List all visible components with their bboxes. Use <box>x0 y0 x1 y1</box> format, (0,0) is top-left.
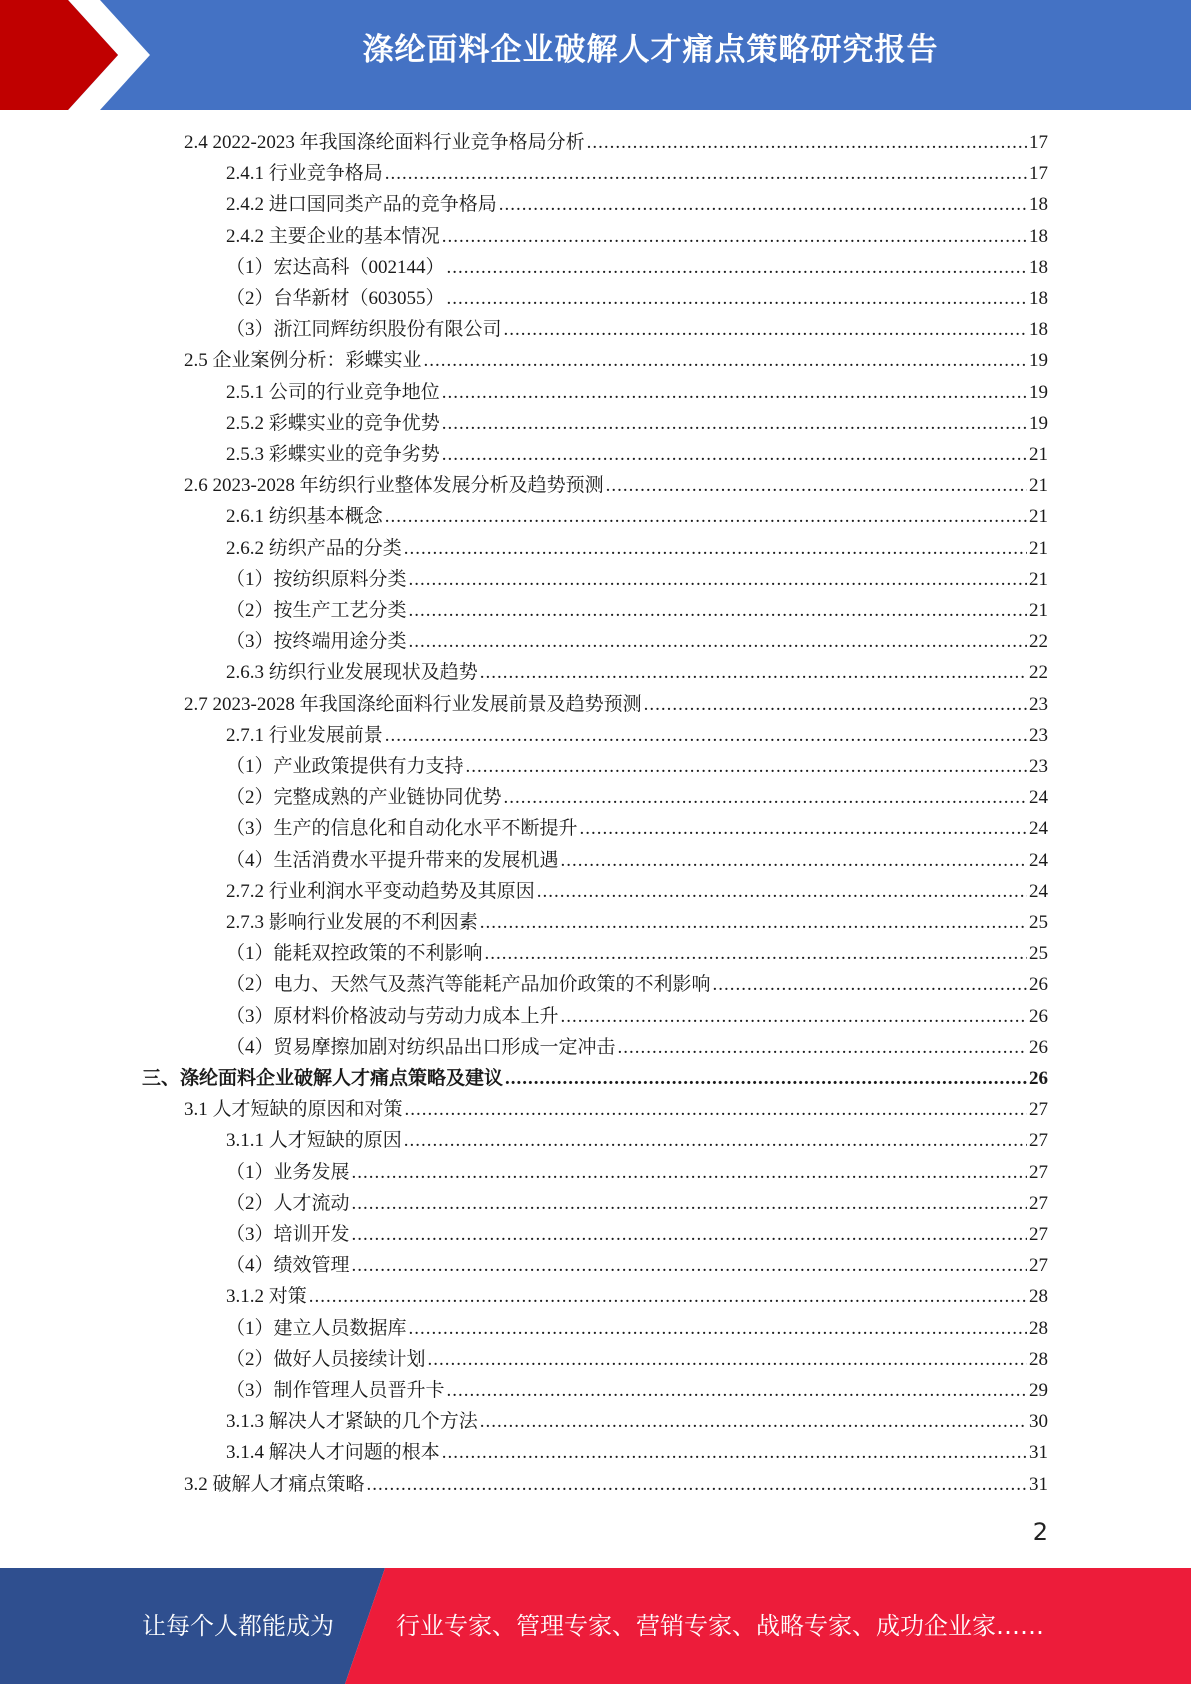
toc-dot-leader <box>385 163 1027 185</box>
toc-entry[interactable] <box>184 470 1048 501</box>
toc-dot-leader <box>442 1442 1027 1464</box>
toc-entry[interactable] <box>226 782 1048 813</box>
toc-entry-title: （1）按纺织原料分类 <box>226 569 407 590</box>
toc-dot-leader <box>618 1037 1027 1059</box>
toc-dot-leader <box>352 1255 1027 1277</box>
toc-dot-leader <box>409 569 1027 591</box>
toc-dot-leader <box>504 787 1027 809</box>
toc-entry[interactable] <box>142 1063 1048 1094</box>
toc-entry-title: 2.5.3 彩蝶实业的竞争劣势 <box>226 444 440 465</box>
toc-entry-title: （4）贸易摩擦加剧对纺织品出口形成一定冲击 <box>226 1037 616 1058</box>
toc-dot-leader <box>404 538 1027 560</box>
toc-entry-page: 26 <box>1029 1068 1048 1089</box>
toc-dot-leader <box>466 756 1027 778</box>
toc-entry-title: 三、涤纶面料企业破解人才痛点策略及建议 <box>142 1068 504 1089</box>
toc-dot-leader <box>504 319 1027 341</box>
toc-entry[interactable] <box>226 845 1048 876</box>
toc-entry[interactable] <box>226 938 1048 969</box>
toc-dot-leader <box>447 288 1027 310</box>
toc-entry-title: （1）建立人员数据库 <box>226 1318 407 1339</box>
toc-dot-leader <box>352 1193 1027 1215</box>
toc-entry[interactable] <box>226 314 1048 345</box>
toc-entry-title: 3.1.3 解决人才紧缺的几个方法 <box>226 1411 478 1432</box>
toc-dot-leader <box>404 1130 1027 1152</box>
footer-slogan-right: 行业专家、管理专家、营销专家、战略专家、成功企业家…… <box>396 1612 1044 1640</box>
toc-entry-page: 24 <box>1029 881 1048 902</box>
toc-dot-leader <box>385 506 1027 528</box>
toc-entry-page: 18 <box>1029 226 1048 247</box>
toc-entry-page: 31 <box>1029 1474 1048 1495</box>
toc-entry-title: 2.6.1 纺织基本概念 <box>226 506 383 527</box>
toc-entry-title: （2）电力、天然气及蒸汽等能耗产品加价政策的不利影响 <box>226 974 711 995</box>
toc-dot-leader <box>561 1006 1027 1028</box>
toc-entry-page: 21 <box>1029 506 1048 527</box>
toc-entry-page: 18 <box>1029 319 1048 340</box>
toc-dot-leader <box>428 1349 1027 1371</box>
toc-entry-title: （2）按生产工艺分类 <box>226 600 407 621</box>
toc-dot-leader <box>442 226 1027 248</box>
toc-entry-page: 22 <box>1029 631 1048 652</box>
toc-entry-title: 3.1.4 解决人才问题的根本 <box>226 1442 440 1463</box>
toc-entry-title: 2.6.3 纺织行业发展现状及趋势 <box>226 662 478 683</box>
toc-entry[interactable] <box>226 1188 1048 1219</box>
toc-entry-title: 2.7.1 行业发展前景 <box>226 725 383 746</box>
toc-dot-leader <box>447 1380 1027 1402</box>
toc-entry[interactable] <box>226 626 1048 657</box>
toc-entry-page: 22 <box>1029 662 1048 683</box>
toc-entry[interactable] <box>226 1313 1048 1344</box>
toc-dot-leader <box>606 475 1027 497</box>
toc-entry-page: 21 <box>1029 569 1048 590</box>
toc-entry-page: 26 <box>1029 1006 1048 1027</box>
toc-entry[interactable] <box>184 127 1048 158</box>
toc-entry-page: 19 <box>1029 350 1048 371</box>
toc-entry-title: （3）生产的信息化和自动化水平不断提升 <box>226 818 578 839</box>
toc-entry-title: 3.1.2 对策 <box>226 1286 307 1307</box>
toc-dot-leader <box>442 444 1027 466</box>
toc-dot-leader <box>537 881 1027 903</box>
toc-entry-page: 18 <box>1029 194 1048 215</box>
toc-entry-title: 2.5.2 彩蝶实业的竞争优势 <box>226 413 440 434</box>
toc-entry-title: 2.4.1 行业竞争格局 <box>226 163 383 184</box>
toc-entry-page: 24 <box>1029 818 1048 839</box>
toc-entry-page: 23 <box>1029 694 1048 715</box>
toc-entry[interactable] <box>184 1094 1048 1125</box>
toc-entry-page: 27 <box>1029 1099 1048 1120</box>
toc-dot-leader <box>409 600 1027 622</box>
toc-entry-page: 27 <box>1029 1255 1048 1276</box>
toc-entry[interactable] <box>184 689 1048 720</box>
toc-dot-leader <box>505 1068 1027 1090</box>
toc-entry-title: （3）按终端用途分类 <box>226 631 407 652</box>
toc-entry-title: （2）人才流动 <box>226 1193 350 1214</box>
toc-entry[interactable] <box>226 751 1048 782</box>
footer-slogan-left: 让每个人都能成为 <box>142 1612 334 1640</box>
toc-entry[interactable] <box>226 1125 1048 1156</box>
toc-entry-page: 21 <box>1029 475 1048 496</box>
toc-dot-leader <box>480 912 1027 934</box>
toc-entry[interactable] <box>226 221 1048 252</box>
toc-dot-leader <box>580 818 1027 840</box>
toc-entry-page: 17 <box>1029 163 1048 184</box>
toc-entry-page: 18 <box>1029 288 1048 309</box>
toc-entry[interactable] <box>226 1437 1048 1468</box>
toc-entry[interactable] <box>226 377 1048 408</box>
toc-entry-page: 26 <box>1029 974 1048 995</box>
toc-entry-title: （1）能耗双控政策的不利影响 <box>226 943 483 964</box>
toc-entry[interactable] <box>226 1157 1048 1188</box>
toc-entry-title: 3.1 人才短缺的原因和对策 <box>184 1099 403 1120</box>
toc-entry[interactable] <box>226 720 1048 751</box>
toc-dot-leader <box>405 1099 1027 1121</box>
toc-entry-title: （4）绩效管理 <box>226 1255 350 1276</box>
document-title: 涤纶面料企业破解人才痛点策略研究报告 <box>362 32 939 68</box>
toc-entry-title: （3）培训开发 <box>226 1224 350 1245</box>
toc-entry-page: 28 <box>1029 1286 1048 1307</box>
toc-entry[interactable] <box>184 345 1048 376</box>
toc-entry[interactable] <box>226 1219 1048 1250</box>
toc-entry-title: （2）完整成熟的产业链协同优势 <box>226 787 502 808</box>
toc-entry-title: 2.6.2 纺织产品的分类 <box>226 538 402 559</box>
toc-dot-leader <box>409 1318 1027 1340</box>
toc-dot-leader <box>442 413 1027 435</box>
toc-entry-page: 24 <box>1029 850 1048 871</box>
toc-entry-title: 2.6 2023-2028 年纺织行业整体发展分析及趋势预测 <box>184 475 604 496</box>
toc-entry[interactable] <box>226 533 1048 564</box>
toc-dot-leader <box>644 694 1027 716</box>
toc-entry[interactable] <box>226 969 1048 1000</box>
toc-entry-title: （2）台华新材（603055） <box>226 288 445 309</box>
toc-entry[interactable] <box>226 252 1048 283</box>
toc-entry-page: 31 <box>1029 1442 1048 1463</box>
toc-entry-title: 2.7.2 行业利润水平变动趋势及其原因 <box>226 881 535 902</box>
toc-entry-title: 2.4.2 进口国同类产品的竞争格局 <box>226 194 497 215</box>
toc-dot-leader <box>480 1411 1027 1433</box>
toc-dot-leader <box>713 974 1027 996</box>
toc-entry[interactable] <box>226 158 1048 189</box>
toc-entry-page: 24 <box>1029 787 1048 808</box>
toc-entry[interactable] <box>226 595 1048 626</box>
toc-dot-leader <box>561 850 1027 872</box>
toc-entry-title: 2.7.3 影响行业发展的不利因素 <box>226 912 478 933</box>
toc-entry[interactable] <box>184 1469 1048 1500</box>
page-number: 2 <box>1032 1518 1048 1546</box>
toc-dot-leader <box>442 382 1027 404</box>
toc-entry[interactable] <box>226 1032 1048 1063</box>
toc-entry[interactable] <box>226 283 1048 314</box>
toc-dot-leader <box>352 1224 1027 1246</box>
toc-entry-title: （2）做好人员接续计划 <box>226 1349 426 1370</box>
toc-entry[interactable] <box>226 189 1048 220</box>
toc-entry-title: （3）制作管理人员晋升卡 <box>226 1380 445 1401</box>
toc-entry-title: 2.4 2022-2023 年我国涤纶面料行业竞争格局分析 <box>184 132 585 153</box>
toc-entry[interactable] <box>226 657 1048 688</box>
toc-entry-page: 27 <box>1029 1224 1048 1245</box>
toc-entry-page: 26 <box>1029 1037 1048 1058</box>
toc-entry[interactable] <box>226 1250 1048 1281</box>
toc-entry-page: 17 <box>1029 132 1048 153</box>
toc-entry-title: （4）生活消费水平提升带来的发展机遇 <box>226 850 559 871</box>
toc-entry-page: 27 <box>1029 1162 1048 1183</box>
toc-entry-page: 27 <box>1029 1130 1048 1151</box>
toc-entry-page: 21 <box>1029 600 1048 621</box>
toc-dot-leader <box>480 662 1027 684</box>
toc-entry-page: 23 <box>1029 725 1048 746</box>
toc-entry[interactable] <box>226 408 1048 439</box>
toc-dot-leader <box>587 132 1027 154</box>
toc-entry-page: 25 <box>1029 912 1048 933</box>
toc-entry[interactable] <box>226 1406 1048 1437</box>
toc-entry-page: 30 <box>1029 1411 1048 1432</box>
toc-entry-page: 21 <box>1029 444 1048 465</box>
toc-entry[interactable] <box>226 876 1048 907</box>
toc-entry-page: 19 <box>1029 413 1048 434</box>
toc-entry[interactable] <box>226 1375 1048 1406</box>
toc-entry-title: （3）原材料价格波动与劳动力成本上升 <box>226 1006 559 1027</box>
toc-dot-leader <box>309 1286 1027 1308</box>
toc-entry[interactable] <box>226 907 1048 938</box>
toc-entry-title: （1）宏达高科（002144） <box>226 257 445 278</box>
toc-entry-title: 2.7 2023-2028 年我国涤纶面料行业发展前景及趋势预测 <box>184 694 642 715</box>
toc-entry-title: （1）业务发展 <box>226 1162 350 1183</box>
toc-entry-title: （3）浙江同辉纺织股份有限公司 <box>226 319 502 340</box>
toc-entry-title: 3.1.1 人才短缺的原因 <box>226 1130 402 1151</box>
toc-entry[interactable] <box>226 1001 1048 1032</box>
toc-entry[interactable] <box>226 501 1048 532</box>
toc-dot-leader <box>367 1474 1027 1496</box>
toc-dot-leader <box>499 194 1027 216</box>
toc-dot-leader <box>409 631 1027 653</box>
toc-dot-leader <box>352 1162 1027 1184</box>
toc-entry-title: 2.5 企业案例分析：彩蝶实业 <box>184 350 422 371</box>
toc-entry-page: 25 <box>1029 943 1048 964</box>
toc-entry-page: 27 <box>1029 1193 1048 1214</box>
toc-dot-leader <box>424 350 1027 372</box>
toc-entry-title: 2.5.1 公司的行业竞争地位 <box>226 382 440 403</box>
toc-dot-leader <box>485 943 1027 965</box>
toc-dot-leader <box>447 257 1027 279</box>
toc-entry[interactable] <box>226 439 1048 470</box>
toc-entry[interactable] <box>226 564 1048 595</box>
toc-entry-title: （1）产业政策提供有力支持 <box>226 756 464 777</box>
toc-entry-page: 23 <box>1029 756 1048 777</box>
toc-entry-page: 18 <box>1029 257 1048 278</box>
page-footer <box>0 1568 1191 1684</box>
toc-entry[interactable] <box>226 1344 1048 1375</box>
toc-dot-leader <box>385 725 1027 747</box>
page-header <box>0 0 1191 110</box>
toc-entry-title: 3.2 破解人才痛点策略 <box>184 1474 365 1495</box>
toc-entry-page: 28 <box>1029 1318 1048 1339</box>
toc-entry-page: 21 <box>1029 538 1048 559</box>
toc-entry-page: 19 <box>1029 382 1048 403</box>
toc-entry-page: 28 <box>1029 1349 1048 1370</box>
toc-entry[interactable] <box>226 813 1048 844</box>
toc-entry-title: 2.4.2 主要企业的基本情况 <box>226 226 440 247</box>
toc-entry[interactable] <box>226 1281 1048 1312</box>
toc-entry-page: 29 <box>1029 1380 1048 1401</box>
